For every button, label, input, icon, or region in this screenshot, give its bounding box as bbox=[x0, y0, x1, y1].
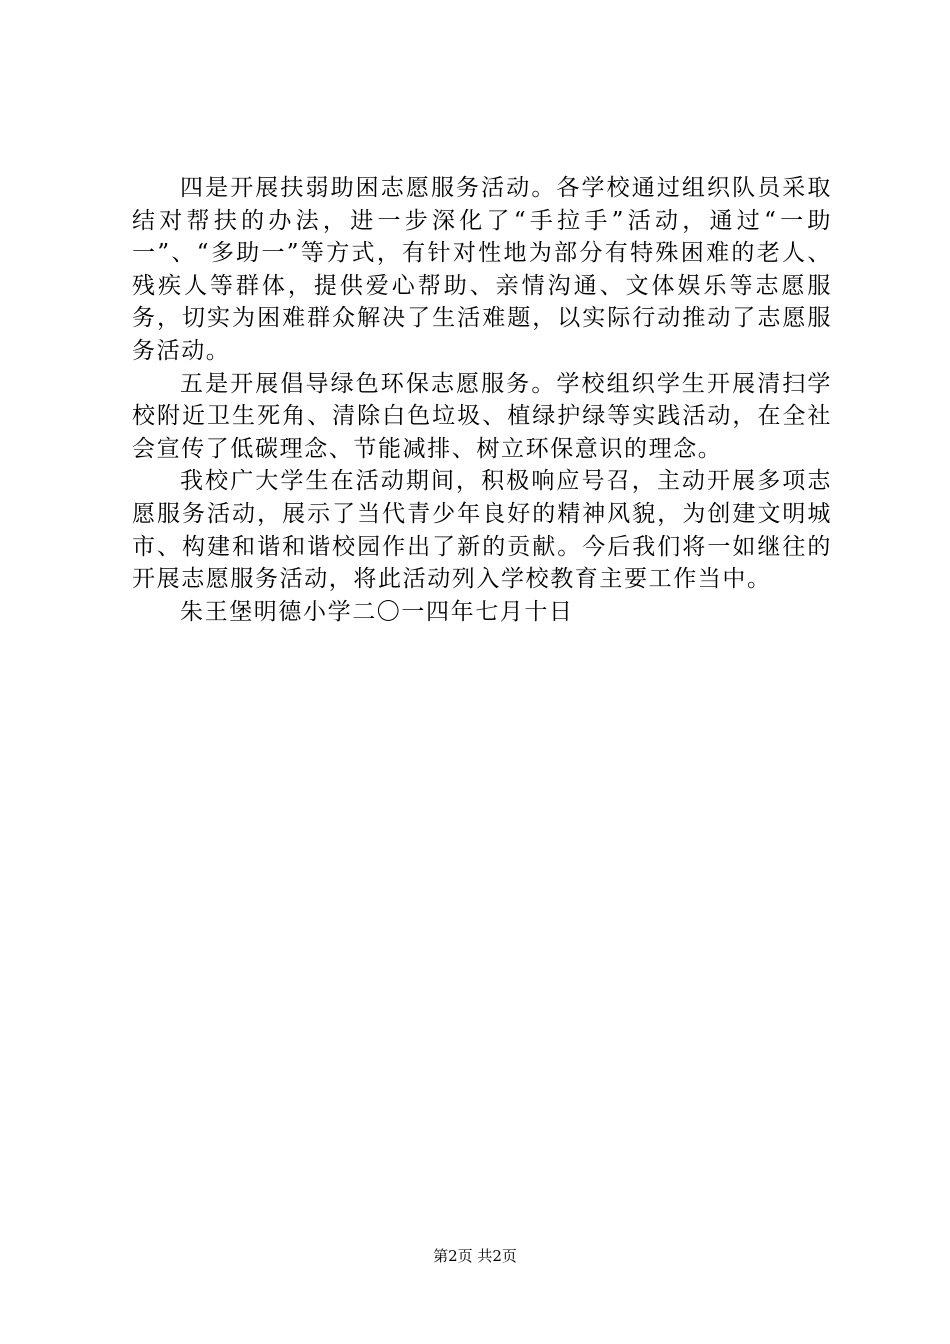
page-footer: 第2页 共2页 bbox=[433, 1247, 517, 1265]
signature-line: 朱王堡明德小学二〇一四年七月十日 bbox=[180, 598, 574, 625]
paragraph-summary: 我校广大学生在活动期间，积极响应号召，主动开展多项志愿服务活动，展示了当代青少年良好的精神风貌，为创建文明城市、构建和谐和谐校园作出了新的贡献。今后我们将一如继往的开展志愿服务活动，将此活动列入学校教育主要工作当中。 bbox=[132, 468, 832, 593]
paragraph-environmental-service: 五是开展倡导绿色环保志愿服务。学校组织学生开展清扫学校附近卫生死角、清除白色垃圾、植绿护绿等实践活动，在全社会宣传了低碳理念、节能减排、树立环保意识的理念。 bbox=[132, 370, 832, 462]
document-body bbox=[132, 172, 832, 628]
paragraph-helping-vulnerable: 四是开展扶弱助困志愿服务活动。各学校通过组织队员采取结对帮扶的办法，进一步深化了“手拉手”活动，通过“一助一”、“多助一”等方式，有针对性地为部分有特殊困难的老人、残疾人等群体，提供爱心帮助、亲情沟通、文体娱乐等志愿服务，切实为困难群众解决了生活难题，以实际行动推动了志愿服务活动。 bbox=[132, 175, 832, 364]
